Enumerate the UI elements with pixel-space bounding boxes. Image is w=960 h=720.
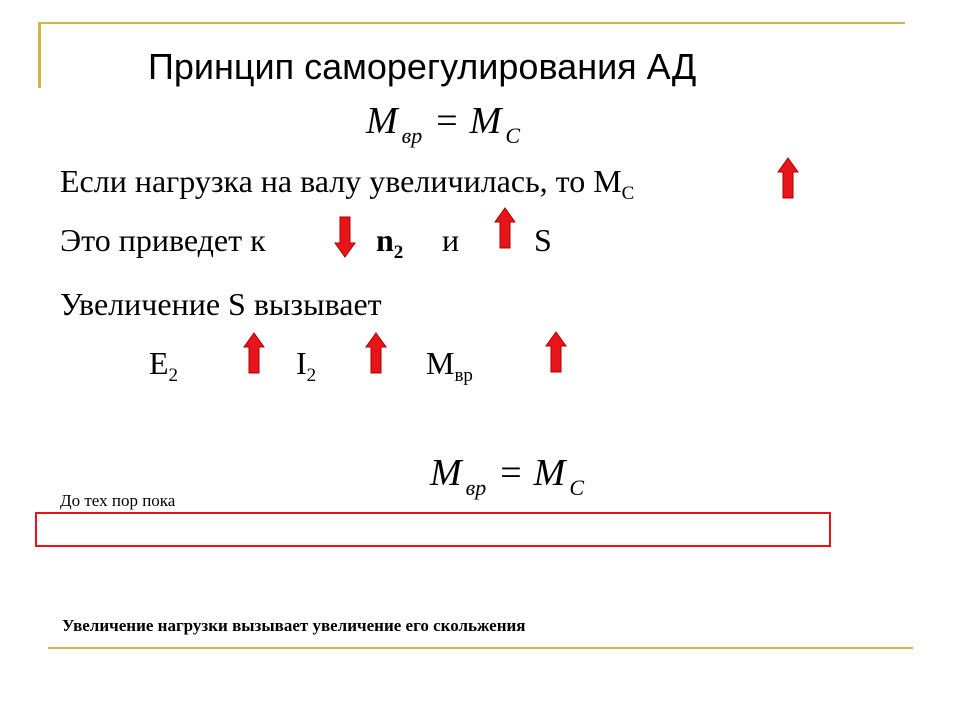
formula-rhs: M — [469, 100, 502, 142]
formula-lhs: M — [430, 452, 462, 494]
speed-symbol: n — [376, 222, 394, 258]
emf-e2 — [149, 342, 178, 390]
current-sub: 2 — [306, 365, 317, 386]
statement-slip-causes: Увеличение S вызывает — [60, 286, 382, 322]
formula-eq: = — [500, 452, 522, 494]
statement-consequence — [60, 219, 266, 261]
current-symbol: I — [296, 345, 307, 381]
speed-sub: 2 — [393, 242, 404, 263]
torque-sub: вр — [454, 365, 473, 386]
frame-top-line — [40, 22, 905, 24]
arrow-up-icon — [365, 332, 387, 374]
frame-left-line — [38, 22, 41, 88]
statement-text: Это приведет к — [60, 222, 266, 258]
formula-torque-balance-bottom — [430, 448, 584, 503]
arrow-up-icon — [777, 157, 799, 199]
arrow-up-icon — [243, 332, 265, 374]
statement-sub: С — [621, 183, 635, 204]
formula-lhs-sub: вр — [401, 123, 423, 148]
arrow-down-icon — [334, 216, 356, 258]
statement-text: Если нагрузка на валу увеличилась, то М — [60, 163, 622, 199]
slide-title: Принцип саморегулирования АД — [148, 46, 697, 87]
formula-torque-balance-top — [366, 96, 520, 151]
slip-s: S — [534, 222, 552, 258]
statement-load-increase — [60, 160, 634, 208]
emf-sub: 2 — [168, 365, 179, 386]
formula-lhs-sub: вр — [465, 475, 487, 500]
speed-n2 — [376, 219, 403, 267]
formula-rhs-sub: C — [505, 123, 520, 148]
highlight-box — [35, 512, 831, 547]
arrow-up-icon — [545, 331, 567, 373]
formula-rhs: M — [533, 452, 566, 494]
formula-rhs-sub: C — [569, 475, 584, 500]
frame-bottom-line — [48, 647, 913, 649]
conjunction-and: и — [442, 222, 460, 258]
conclusion-text: Увеличение нагрузки вызывает увеличение его скольжения — [62, 616, 526, 635]
formula-lhs: M — [366, 100, 398, 142]
arrow-up-icon — [494, 207, 516, 249]
torque-mvr — [426, 342, 473, 390]
formula-eq: = — [436, 100, 458, 142]
emf-symbol: E — [149, 345, 169, 381]
torque-symbol: M — [426, 345, 455, 381]
note-until: До тех пор пока — [60, 491, 176, 510]
current-i2 — [296, 342, 316, 390]
